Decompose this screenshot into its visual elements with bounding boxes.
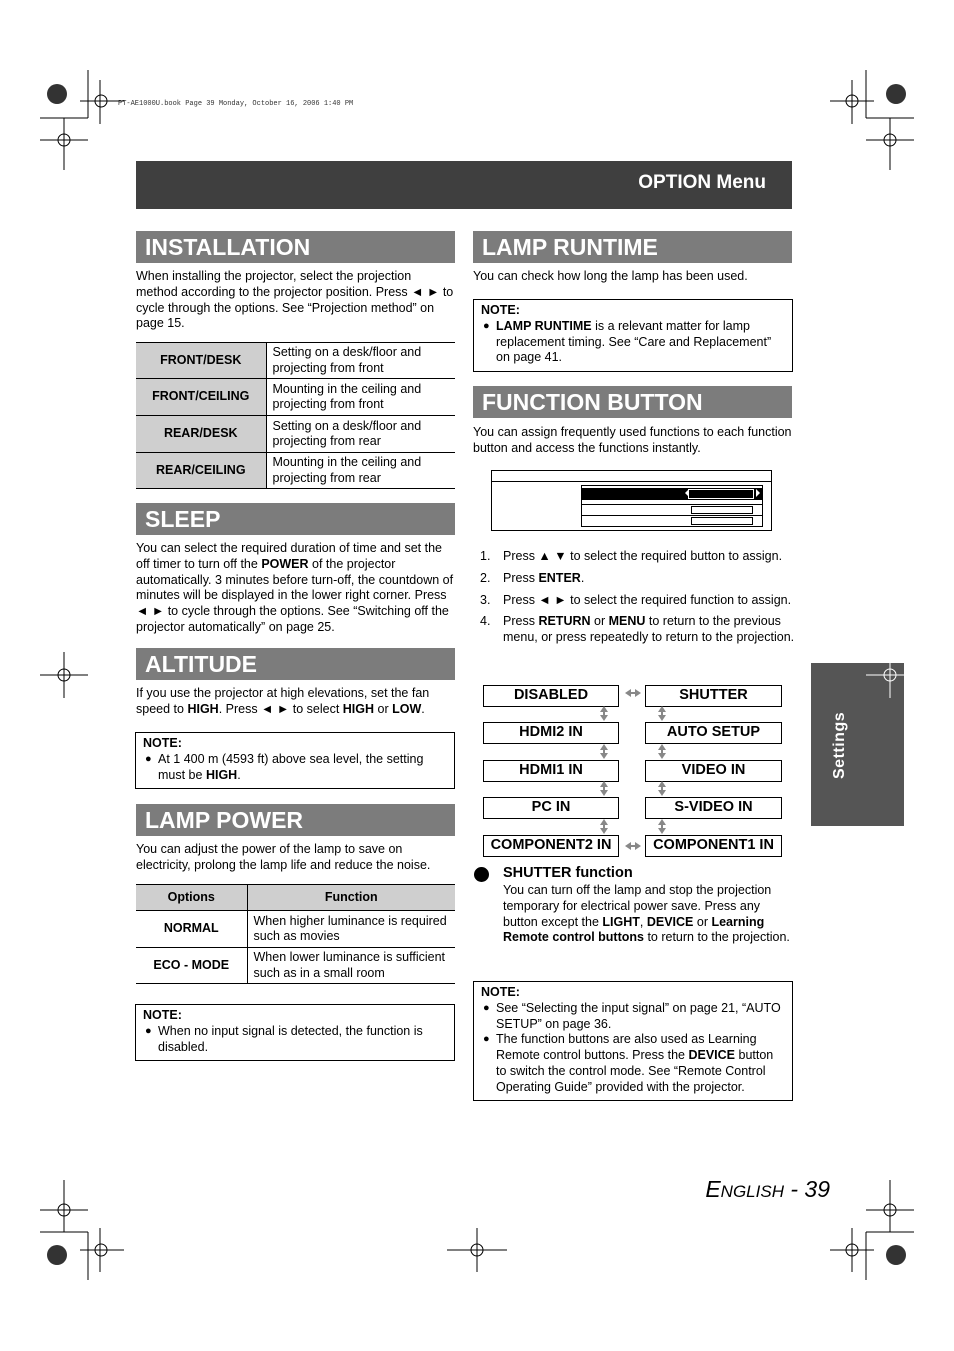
step-4: 4. Press RETURN or MENU to return to the previous menu, or press repeatedly to return to the projection.: [480, 614, 795, 645]
lamp-power-heading: LAMP POWER: [136, 804, 455, 836]
cycle-arrows: [470, 680, 790, 865]
cycle-option: HDMI2 IN: [483, 722, 619, 744]
lamp-power-note: [135, 1004, 455, 1061]
table-header-row: [136, 885, 455, 911]
cycle-option: AUTO SETUP: [645, 722, 782, 744]
step-1: 1. Press ▲ ▼ to select the required button to assign.: [480, 549, 783, 563]
lamp-runtime-intro: You can check how long the lamp has been used.: [473, 269, 748, 283]
note-item: ● At 1 400 m (4593 ft) above sea level, the setting must be HIGH.: [143, 752, 446, 784]
step-3: 3. Press ◄ ► to select the required function to assign.: [480, 592, 792, 607]
table-key: REAR/DESK: [136, 416, 266, 453]
cycle-option: HDMI1 IN: [483, 760, 619, 782]
note-label: NOTE:: [481, 303, 520, 317]
table-key: FRONT/CEILING: [136, 379, 266, 416]
table-row: [136, 416, 455, 453]
note-item: ● LAMP RUNTIME is a relevant matter for lamp replacement timing. See “Care and Replacement” on page 41.: [481, 319, 784, 366]
note-label: NOTE:: [143, 1008, 182, 1022]
shutter-text: You can turn off the lamp and stop the projection temporary for electrical power save. Press any button except the LIGHT, DEVICE or Learning Remote control buttons to return to the projection.: [503, 883, 790, 945]
table-key: NORMAL: [136, 911, 247, 948]
altitude-text: If you use the projector at high elevations, set the fan speed to HIGH. Press ◄ ► to select HIGH or LOW.: [136, 686, 430, 716]
installation-table: [136, 342, 455, 489]
table-value: Mounting in the ceiling and projecting from rear: [266, 453, 455, 489]
table-value: When lower luminance is sufficient such as in a small room: [247, 948, 455, 984]
print-info: PT-AE1000U.book Page 39 Monday, October 16, 2006 1:40 PM: [118, 100, 354, 108]
cycle-option: SHUTTER: [645, 685, 782, 707]
function-button-intro: You can assign frequently used functions to each function button and access the functions instantly.: [473, 425, 792, 455]
cycle-option: DISABLED: [483, 685, 619, 707]
sleep-heading: SLEEP: [136, 503, 455, 535]
table-value: Setting on a desk/floor and projecting from front: [266, 343, 455, 379]
function-button-note: [473, 981, 793, 1101]
table-value: Mounting in the ceiling and projecting from front: [266, 379, 455, 416]
lamp-runtime-note: [473, 299, 793, 372]
lamp-runtime-heading: LAMP RUNTIME: [473, 231, 792, 263]
table-value: Setting on a desk/floor and projecting from rear: [266, 416, 455, 453]
shutter-heading: SHUTTER function: [503, 865, 633, 881]
cycle-option: S-VIDEO IN: [645, 797, 782, 819]
table-row: [136, 453, 455, 489]
arrow-left-icon: [685, 489, 689, 497]
table-row: [136, 911, 455, 948]
cycle-option: PC IN: [483, 797, 619, 819]
page-title: OPTION Menu: [638, 172, 766, 193]
table-row: [136, 379, 455, 416]
col-function: Function: [247, 885, 455, 911]
function-button-heading: FUNCTION BUTTON: [473, 386, 792, 418]
table-key: REAR/CEILING: [136, 453, 266, 489]
cycle-option: COMPONENT2 IN: [483, 835, 619, 857]
lamp-power-intro: You can adjust the power of the lamp to save on electricity, prolong the lamp life and reduce the noise.: [136, 842, 431, 872]
installation-intro: When installing the projector, select the projection method according to the projector position. Press ◄ ► to cycle through the options. See “Projection method” on page 15.: [136, 269, 454, 331]
side-tab-label: Settings: [831, 711, 848, 779]
page-number: ENGLISH - 39: [705, 1176, 830, 1202]
table-key: ECO - MODE: [136, 948, 247, 984]
note-item: ● See “Selecting the input signal” on page 21, “AUTO SETUP” on page 36.: [481, 1001, 784, 1033]
crop-mark: [866, 652, 914, 698]
bullet-icon: [474, 867, 489, 882]
table-key: FRONT/DESK: [136, 343, 266, 379]
steps-list: [473, 549, 795, 652]
lamp-power-table: [136, 884, 455, 984]
note-item: ● When no input signal is detected, the function is disabled.: [143, 1024, 446, 1056]
installation-heading: INSTALLATION: [136, 231, 455, 263]
table-value: When higher luminance is required such as movies: [247, 911, 455, 948]
arrow-right-icon: [756, 489, 760, 497]
note-item: ● The function buttons are also used as Learning Remote control buttons. Press the DEVICE button to switch the control mode. See “Remote Control Operating Guide” provided with the projector.: [481, 1032, 784, 1095]
col-options: Options: [136, 885, 247, 911]
table-row: [136, 343, 455, 379]
step-2: 2. Press ENTER.: [480, 570, 585, 585]
menu-list: [581, 485, 763, 527]
note-label: NOTE:: [143, 736, 182, 750]
altitude-note: [135, 732, 455, 789]
sleep-text: You can select the required duration of time and set the off timer to turn off the POWER of the projector automatically. 3 minutes before turn-off, the countdown of minutes will be displayed in the lower right corner. Press ◄ ► to cycle through the options. See “Switching off the projector automatically” on page 25.: [136, 541, 454, 634]
altitude-heading: ALTITUDE: [136, 648, 455, 680]
selected-menu-row: [582, 488, 762, 500]
table-row: [136, 948, 455, 984]
header-bar: [136, 161, 792, 209]
cycle-option: COMPONENT1 IN: [645, 835, 782, 857]
menu-screen-illustration: [491, 470, 772, 531]
cycle-option: VIDEO IN: [645, 760, 782, 782]
note-label: NOTE:: [481, 985, 520, 999]
